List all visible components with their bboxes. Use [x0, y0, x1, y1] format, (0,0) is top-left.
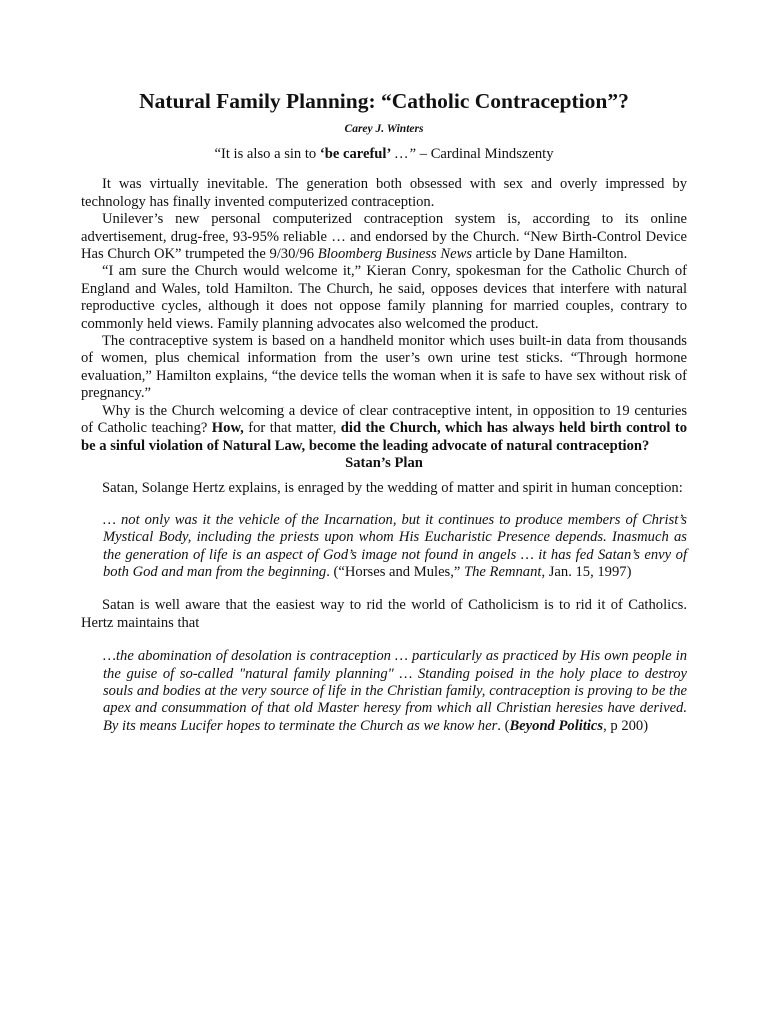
- block-quote-2-text: …the abomination of desolation is contraception … particularly as practiced by His own people in the guise of so-called "natural family planning" … Standing poised in the holy place to destroy souls and bodies at the very source of life in the Christian family, contraception is proving to be the apex and consummation of that old Master heresy from which all Christian heresies have derived. By its means Lucifer hopes to terminate the Church as we know her: [103, 648, 687, 734]
- block-quote-1: [103, 512, 687, 582]
- document-body: [81, 88, 687, 751]
- paragraph-2-text: Unilever’s new personal computerized contraception system is, according to its online advertisement, drug-free, 93-95% reliable … and endorsed by the Church. “New Birth-Control Device Has Church OK” trumpeted the 9/30/96: [81, 211, 687, 263]
- block-quote-1-text: … not only was it the vehicle of the Incarnation, but it continues to produce members of Christ’s Mystical Body, including the priests upon whom His Eucharistic Presence depends. Inasmuch as the generation of life is an aspect of God’s image not found in angels … it has fed Satan’s envy of both God and man from the beginning: [103, 511, 687, 580]
- block-quote-1-publication: The Remnant: [464, 563, 542, 580]
- page-title: Natural Family Planning: “Catholic Contraception”?: [139, 89, 629, 113]
- block-quote-2-cite-open: (: [504, 717, 510, 734]
- epigraph-emphasis: ‘be careful’: [319, 146, 392, 162]
- publication-title: Bloomberg Business News: [317, 246, 473, 263]
- block-quote-1-cite-open: . (“Horses and Mules,”: [326, 563, 465, 580]
- epigraph-attribution: – Cardinal Mindszenty: [416, 146, 554, 162]
- block-quote-1-cite-close: , Jan. 15, 1997): [541, 563, 632, 580]
- epigraph: [81, 146, 687, 163]
- paragraph-2: [81, 211, 687, 263]
- paragraph-6: Satan, Solange Hertz explains, is enraged by the wedding of matter and spirit in human conception:: [102, 480, 683, 497]
- epigraph-quote-close: …”: [391, 146, 417, 162]
- paragraph-5-bold-question: did the Church, which has always held birth control to be a sinful violation of Natural Law, become the leading advocate of natural contraception?: [81, 420, 687, 454]
- paragraph-5-middle: for that matter,: [243, 420, 341, 437]
- paragraph-5: [81, 403, 687, 455]
- paragraph-5-text: Why is the Church welcoming a device of clear contraceptive intent, in opposition to 19 centuries of Catholic teaching?: [81, 402, 687, 437]
- block-quote-2-publication: Beyond Politics: [509, 717, 604, 734]
- block-quote-2-cite-close: , p 200): [603, 717, 649, 734]
- paragraph-4: The contraceptive system is based on a handheld monitor which uses built-in data from thousands of women, plus chemical information from the user’s own urine test sticks. “Through hormone evaluation,” Hamilton explains, “the device tells the woman when it is safe to have sex without risk of pregnancy.”: [81, 333, 687, 402]
- paragraph-1: It was virtually inevitable. The generation both obsessed with sex and overly impressed by technology has finally invented computerized contraception.: [81, 176, 687, 210]
- block-quote-2-period: .: [497, 717, 501, 734]
- author-name: Carey J. Winters: [344, 123, 424, 135]
- epigraph-quote-open: “It is also a sin to: [214, 146, 320, 162]
- paragraph-7: Satan is well aware that the easiest way to rid the world of Catholicism is to rid it of Catholics. Hertz maintains that: [81, 597, 687, 631]
- paragraph-2-end: article by Dane Hamilton.: [472, 246, 628, 263]
- block-quote-2: [103, 648, 687, 735]
- section-heading: Satan’s Plan: [345, 454, 423, 471]
- paragraph-5-bold-how: How,: [211, 420, 244, 437]
- paragraph-3: “I am sure the Church would welcome it,” Kieran Conry, spokesman for the Catholic Church of England and Wales, told Hamilton. The Church, he said, opposes devices that interfere with natural reproductive cycles, although it does not oppose family planning for married couples, contrary to commonly held views. Family planning advocates also welcomed the product.: [81, 263, 687, 332]
